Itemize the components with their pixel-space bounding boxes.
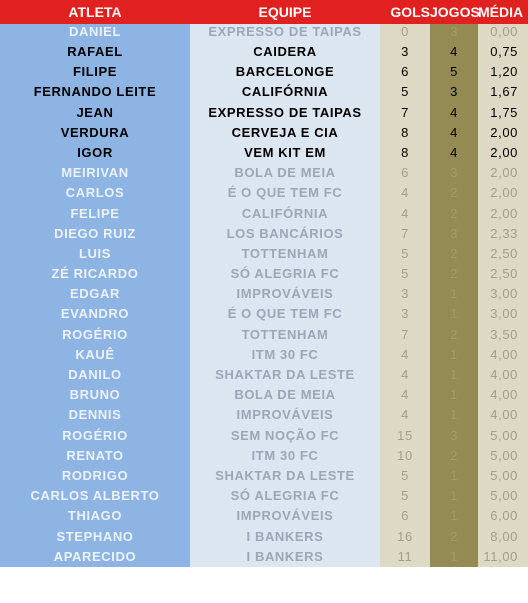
cell-atleta: EVANDRO — [0, 304, 190, 324]
cell-jogos: 3 — [430, 24, 478, 42]
table-row — [0, 123, 528, 143]
cell-media: 5,00 — [478, 486, 528, 506]
cell-media: 4,00 — [478, 365, 528, 385]
table-row — [0, 224, 528, 244]
cell-jogos: 2 — [430, 527, 478, 547]
table-row — [0, 385, 528, 405]
cell-atleta: FELIPE — [0, 204, 190, 224]
cell-atleta: FERNANDO LEITE — [0, 82, 190, 102]
cell-jogos: 4 — [430, 143, 478, 163]
cell-atleta: ROGÉRIO — [0, 426, 190, 446]
cell-media: 5,00 — [478, 426, 528, 446]
cell-atleta: FILIPE — [0, 62, 190, 82]
cell-gols: 7 — [380, 325, 430, 345]
cell-media: 3,00 — [478, 304, 528, 324]
cell-atleta: IGOR — [0, 143, 190, 163]
cell-gols: 3 — [380, 284, 430, 304]
cell-media: 4,00 — [478, 385, 528, 405]
cell-atleta: JEAN — [0, 103, 190, 123]
cell-media: 2,50 — [478, 264, 528, 284]
table-row — [0, 304, 528, 324]
table-row — [0, 365, 528, 385]
cell-gols: 5 — [380, 486, 430, 506]
cell-gols: 4 — [380, 204, 430, 224]
cell-jogos: 1 — [430, 304, 478, 324]
cell-gols: 0 — [380, 24, 430, 42]
table-row — [0, 183, 528, 203]
cell-equipe: TOTTENHAM — [190, 325, 380, 345]
cell-gols: 4 — [380, 365, 430, 385]
cell-equipe: IMPROVÁVEIS — [190, 284, 380, 304]
cell-equipe: I BANKERS — [190, 527, 380, 547]
cell-atleta: RODRIGO — [0, 466, 190, 486]
table-row — [0, 82, 528, 102]
cell-equipe: I BANKERS — [190, 547, 380, 567]
cell-media: 1,75 — [478, 103, 528, 123]
cell-jogos: 2 — [430, 183, 478, 203]
cell-gols: 15 — [380, 426, 430, 446]
cell-jogos: 4 — [430, 123, 478, 143]
cell-equipe: SEM NOÇÃO FC — [190, 426, 380, 446]
cell-equipe: VEM KIT EM — [190, 143, 380, 163]
table-row — [0, 325, 528, 345]
cell-media: 4,00 — [478, 405, 528, 425]
table-row — [0, 24, 528, 42]
cell-jogos: 3 — [430, 163, 478, 183]
cell-gols: 6 — [380, 62, 430, 82]
cell-media: 2,33 — [478, 224, 528, 244]
cell-atleta: EDGAR — [0, 284, 190, 304]
cell-equipe: IMPROVÁVEIS — [190, 405, 380, 425]
cell-atleta: STEPHANO — [0, 527, 190, 547]
cell-equipe: SÓ ALEGRIA FC — [190, 264, 380, 284]
table-row — [0, 143, 528, 163]
cell-gols: 6 — [380, 506, 430, 526]
cell-gols: 10 — [380, 446, 430, 466]
cell-media: 2,00 — [478, 123, 528, 143]
cell-atleta: DENNIS — [0, 405, 190, 425]
cell-equipe: ITM 30 FC — [190, 446, 380, 466]
cell-gols: 4 — [380, 385, 430, 405]
table-row — [0, 446, 528, 466]
cell-atleta: APARECIDO — [0, 547, 190, 567]
cell-atleta: CARLOS ALBERTO — [0, 486, 190, 506]
cell-jogos: 2 — [430, 446, 478, 466]
table-row — [0, 163, 528, 183]
cell-equipe: BARCELONGE — [190, 62, 380, 82]
table-row — [0, 345, 528, 365]
cell-gols: 5 — [380, 82, 430, 102]
cell-jogos: 3 — [430, 224, 478, 244]
cell-equipe: CALIFÓRNIA — [190, 82, 380, 102]
cell-media: 2,00 — [478, 204, 528, 224]
header-media: MÉDIA — [478, 4, 524, 20]
cell-jogos: 1 — [430, 506, 478, 526]
header-jogos: JOGOS — [430, 4, 480, 20]
cell-equipe: IMPROVÁVEIS — [190, 506, 380, 526]
cell-media: 2,00 — [478, 183, 528, 203]
cell-media: 2,00 — [478, 163, 528, 183]
table-row — [0, 466, 528, 486]
cell-atleta: ROGÉRIO — [0, 325, 190, 345]
cell-media: 1,20 — [478, 62, 528, 82]
cell-media: 5,00 — [478, 466, 528, 486]
cell-gols: 7 — [380, 103, 430, 123]
cell-equipe: EXPRESSO DE TAIPAS — [190, 103, 380, 123]
cell-gols: 6 — [380, 163, 430, 183]
cell-atleta: KAUÊ — [0, 345, 190, 365]
cell-jogos: 1 — [430, 466, 478, 486]
cell-jogos: 1 — [430, 547, 478, 567]
table-row — [0, 42, 528, 62]
table-row — [0, 486, 528, 506]
cell-equipe: TOTTENHAM — [190, 244, 380, 264]
cell-jogos: 4 — [430, 103, 478, 123]
cell-gols: 8 — [380, 123, 430, 143]
cell-equipe: SÓ ALEGRIA FC — [190, 486, 380, 506]
cell-jogos: 4 — [430, 42, 478, 62]
cell-equipe: CERVEJA E CIA — [190, 123, 380, 143]
cell-jogos: 2 — [430, 325, 478, 345]
cell-media: 5,00 — [478, 446, 528, 466]
cell-jogos: 2 — [430, 244, 478, 264]
cell-equipe: BOLA DE MEIA — [190, 163, 380, 183]
cell-gols: 3 — [380, 304, 430, 324]
cell-equipe: CALIFÓRNIA — [190, 204, 380, 224]
cell-jogos: 1 — [430, 284, 478, 304]
cell-atleta: RAFAEL — [0, 42, 190, 62]
cell-atleta: LUIS — [0, 244, 190, 264]
cell-jogos: 5 — [430, 62, 478, 82]
header-gols: GOLS — [390, 4, 430, 20]
cell-media: 6,00 — [478, 506, 528, 526]
cell-media: 11,00 — [478, 547, 528, 567]
cell-equipe: LOS BANCÁRIOS — [190, 224, 380, 244]
cell-atleta: DIEGO RUIZ — [0, 224, 190, 244]
cell-equipe: É O QUE TEM FC — [190, 304, 380, 324]
cell-gols: 16 — [380, 527, 430, 547]
cell-gols: 5 — [380, 466, 430, 486]
cell-media: 0,75 — [478, 42, 528, 62]
cell-gols: 4 — [380, 405, 430, 425]
header-atleta: ATLETA — [68, 4, 122, 20]
cell-gols: 8 — [380, 143, 430, 163]
table-row — [0, 527, 528, 547]
table-row — [0, 264, 528, 284]
cell-jogos: 1 — [430, 385, 478, 405]
cell-media: 0,00 — [478, 24, 528, 42]
cell-atleta: THIAGO — [0, 506, 190, 526]
cell-equipe: É O QUE TEM FC — [190, 183, 380, 203]
cell-gols: 5 — [380, 264, 430, 284]
cell-media: 3,50 — [478, 325, 528, 345]
cell-jogos: 2 — [430, 264, 478, 284]
cell-atleta: MEIRIVAN — [0, 163, 190, 183]
cell-gols: 3 — [380, 42, 430, 62]
cell-gols: 5 — [380, 244, 430, 264]
cell-equipe: SHAKTAR DA LESTE — [190, 466, 380, 486]
cell-jogos: 1 — [430, 486, 478, 506]
cell-jogos: 1 — [430, 365, 478, 385]
table-row — [0, 426, 528, 446]
table-row — [0, 405, 528, 425]
cell-jogos: 1 — [430, 345, 478, 365]
header-equipe: EQUIPE — [258, 4, 312, 20]
table-body — [0, 24, 528, 567]
cell-gols: 11 — [380, 547, 430, 567]
cell-media: 2,00 — [478, 143, 528, 163]
cell-equipe: CAIDERA — [190, 42, 380, 62]
cell-atleta: RENATO — [0, 446, 190, 466]
cell-media: 2,50 — [478, 244, 528, 264]
table-row — [0, 284, 528, 304]
table-row — [0, 547, 528, 567]
cell-media: 1,67 — [478, 82, 528, 102]
cell-equipe: EXPRESSO DE TAIPAS — [190, 24, 380, 42]
cell-atleta: VERDURA — [0, 123, 190, 143]
cell-gols: 4 — [380, 183, 430, 203]
cell-jogos: 1 — [430, 405, 478, 425]
cell-jogos: 3 — [430, 426, 478, 446]
cell-media: 3,00 — [478, 284, 528, 304]
cell-media: 8,00 — [478, 527, 528, 547]
cell-atleta: BRUNO — [0, 385, 190, 405]
table-header — [0, 0, 528, 24]
table-row — [0, 103, 528, 123]
table-row — [0, 204, 528, 224]
cell-atleta: CARLOS — [0, 183, 190, 203]
table-row — [0, 506, 528, 526]
cell-atleta: DANILO — [0, 365, 190, 385]
cell-atleta: DANIEL — [0, 24, 190, 42]
table-row — [0, 62, 528, 82]
cell-jogos: 3 — [430, 82, 478, 102]
cell-atleta: ZÉ RICARDO — [0, 264, 190, 284]
cell-gols: 7 — [380, 224, 430, 244]
cell-media: 4,00 — [478, 345, 528, 365]
cell-jogos: 2 — [430, 204, 478, 224]
table-row — [0, 244, 528, 264]
cell-equipe: SHAKTAR DA LESTE — [190, 365, 380, 385]
cell-equipe: BOLA DE MEIA — [190, 385, 380, 405]
cell-equipe: ITM 30 FC — [190, 345, 380, 365]
cell-gols: 4 — [380, 345, 430, 365]
